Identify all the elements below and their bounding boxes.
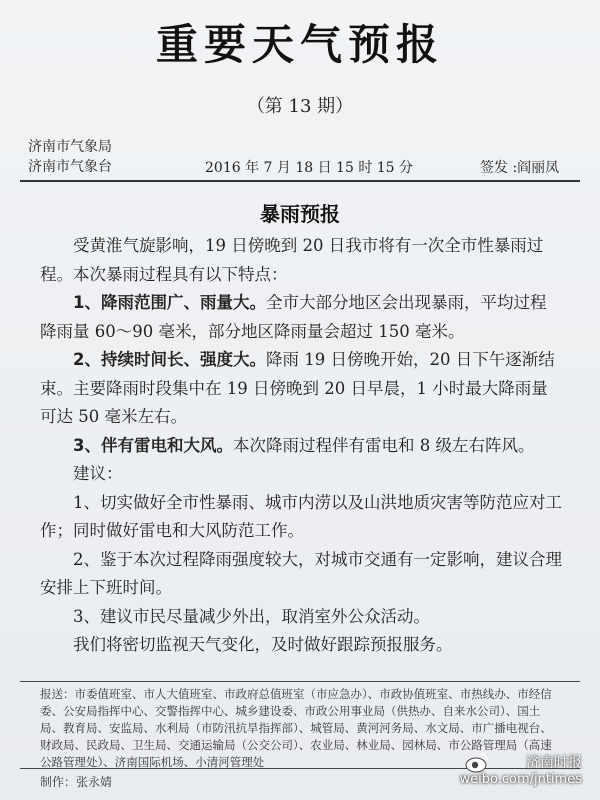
- issue-number: （第 13 期）: [246, 96, 354, 117]
- feature-2: [40, 346, 562, 432]
- closing-paragraph: 我们将密切监视天气变化，及时做好跟踪预报服务。: [73, 635, 453, 654]
- feature-3-heading: 3、伴有雷电和大风。: [73, 435, 233, 455]
- signed-by: 签发 :阎丽凤: [480, 160, 560, 176]
- advice-2: 2、鉴于本次过程降雨强度较大，对城市交通有一定影响，建议合理安排上下班时间。: [40, 549, 562, 597]
- feature-1-heading: 1、降雨范围广、雨量大。: [73, 293, 266, 312]
- feature-3: [40, 432, 562, 461]
- feature-1-text: 全市大部分地区会出现暴雨，平均过程降雨量 60～90 毫米，部分地区降雨量会超过 150 毫米。: [40, 293, 547, 341]
- feature-1: [40, 289, 562, 346]
- watermark: [460, 752, 583, 787]
- advice-1: 1、切实做好全市性暴雨、城市内涝以及山洪地质灾害等防范应对工作；同时做好雷电和大风防范工作。: [40, 492, 562, 540]
- issue-datetime: 2016 年 7 月 18 日 15 时 15 分: [205, 160, 414, 176]
- watermark-url: weibo.com/jntimes: [459, 772, 582, 787]
- advice-3: 3、建议市民尽量减少外出，取消室外公众活动。: [73, 606, 430, 626]
- document-title: 重要天气预报: [155, 20, 444, 69]
- watermark-name: 济南时报: [526, 755, 582, 771]
- header-divider: [20, 180, 580, 182]
- forecast-subtitle: 暴雨预报: [260, 202, 340, 226]
- issuing-organizations: [28, 137, 112, 177]
- distribution-list: 报送：市委值班室、市人大值班室、市政府总值班室（市应急办）、市政协值班室、市热线办、市经信委、公安局指挥中心、交警指挥中心、城乡建设委、市政公用事业局（供热办、自来水公司）、国土局、教育局、安监局、水利局（市防汛抗旱指挥部）、城管局、黄河河务局、水文局、市广播电视台、财政局、民政局、卫生局、交通运输局（公交公司）、农业局、林业局、园林局、市公路管理局（高速公路管理处）、济南国际机场、小清河管理处: [40, 687, 552, 769]
- org-observatory: 济南市气象台: [28, 159, 112, 175]
- org-bureau: 济南市气象局: [28, 139, 112, 155]
- intro-paragraph: 受黄淮气旋影响，19 日傍晚到 20 日我市将有一次全市性暴雨过程。本次暴雨过程具有以下特点：: [40, 236, 544, 284]
- footer-divider-top: [20, 681, 580, 682]
- feature-2-heading: 2、持续时间长、强度大。: [73, 350, 266, 369]
- feature-3-text: 本次降雨过程伴有雷电和 8 级左右阵风。: [232, 435, 535, 455]
- advice-label: 建议：: [73, 464, 123, 483]
- document-maker: 制作：张永婧: [40, 775, 113, 789]
- forecast-body: [40, 232, 562, 660]
- feature-2-text: 降雨 19 日傍晚开始，20 日下午逐渐结束。主要降雨时段集中在 19 日傍晚到 20 日早晨，1 小时最大降雨量可达 50 毫米左右。: [40, 350, 555, 426]
